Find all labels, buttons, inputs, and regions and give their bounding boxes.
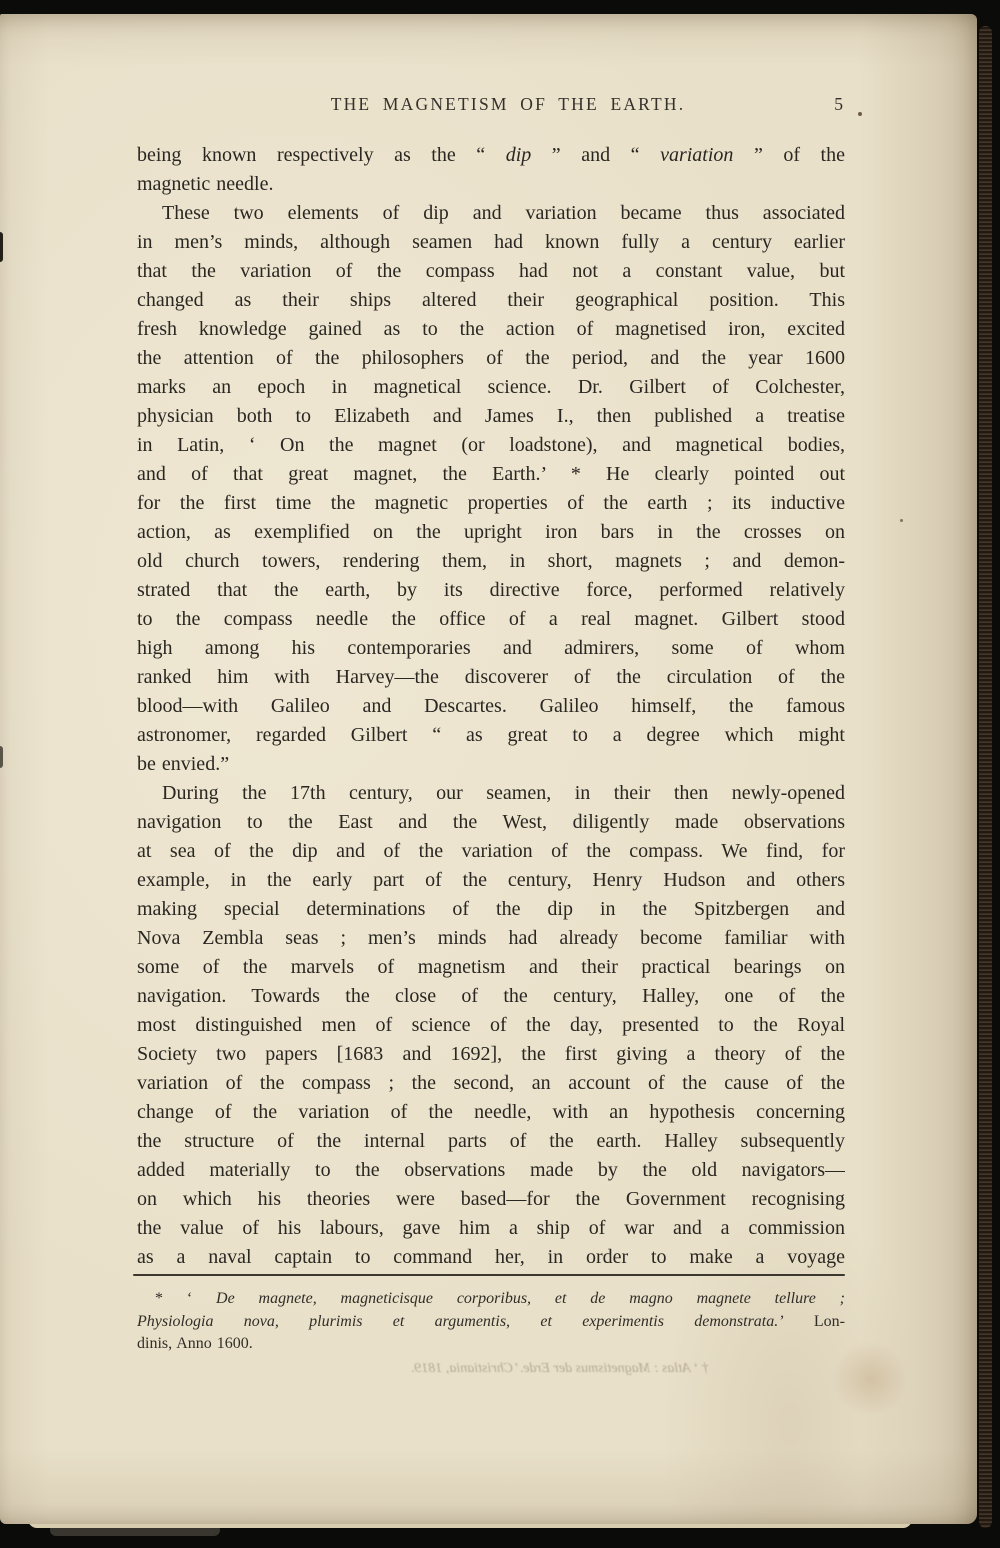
text-line: example, in the early part of the century, Henry Hudson and others bbox=[137, 869, 845, 891]
text-line: changed as their ships altered their geographical position. This bbox=[137, 289, 845, 311]
text-line: astronomer, regarded Gilbert “ as great to a degree which might bbox=[137, 724, 845, 746]
text-line: the structure of the internal parts of the earth. Halley subsequently bbox=[137, 1130, 845, 1152]
text-line: to the compass needle the office of a real magnet. Gilbert stood bbox=[137, 608, 845, 630]
text-line: making special determinations of the dip in the Spitzbergen and bbox=[137, 898, 845, 920]
book-fore-edge bbox=[979, 26, 992, 1528]
text-line: * ‘ De magnete, magneticisque corporibus, et de magno magnete tellure ; bbox=[155, 1290, 845, 1307]
text-line: added materially to the observations made by the old navigators— bbox=[137, 1159, 845, 1181]
scan-artifact bbox=[900, 519, 903, 522]
text-line: and of that great magnet, the Earth.’ * He clearly pointed out bbox=[137, 463, 845, 485]
text-line: blood—with Galileo and Descartes. Galileo himself, the famous bbox=[137, 695, 845, 717]
text-line: These two elements of dip and variation became thus associated bbox=[162, 202, 845, 224]
text-line: old church towers, rendering them, in short, magnets ; and demon- bbox=[137, 550, 845, 572]
text-line: ranked him with Harvey—the discoverer of the circulation of the bbox=[137, 666, 845, 688]
text-line: Society two papers [1683 and 1692], the first giving a theory of the bbox=[137, 1043, 845, 1065]
scan-artifact bbox=[0, 232, 3, 262]
text-line: variation of the compass ; the second, an account of the cause of the bbox=[137, 1072, 845, 1094]
text-line: high among his contemporaries and admirers, some of whom bbox=[137, 637, 845, 659]
text-line: Nova Zembla seas ; men’s minds had already become familiar with bbox=[137, 927, 845, 949]
text-line: on which his theories were based—for the Government recognising bbox=[137, 1188, 845, 1210]
text-line: action, as exemplified on the upright iron bars in the crosses on bbox=[137, 521, 845, 543]
text-line: fresh knowledge gained as to the action of magnetised iron, excited bbox=[137, 318, 845, 340]
text-line: the attention of the philosophers of the period, and the year 1600 bbox=[137, 347, 845, 369]
text-line: as a naval captain to command her, in order to make a voyage bbox=[137, 1246, 845, 1268]
running-title: THE MAGNETISM OF THE EARTH. bbox=[330, 94, 686, 114]
text-line: the value of his labours, gave him a ship of war and a commission bbox=[137, 1217, 845, 1239]
text-line: dinis, Anno 1600. bbox=[137, 1335, 253, 1352]
text-line: in Latin, ‘ On the magnet (or loadstone), and magnetical bodies, bbox=[137, 434, 845, 456]
text-line: change of the variation of the needle, with an hypothesis concerning bbox=[137, 1101, 845, 1123]
text-line: Physiologia nova, plurimis et argumentis, et experimentis demonstrata.’ Lon- bbox=[137, 1312, 845, 1330]
text-line: in men’s minds, although seamen had known fully a century earlier bbox=[137, 231, 845, 253]
text-line: that the variation of the compass had not a constant value, but bbox=[137, 260, 845, 282]
text-line: being known respectively as the “ dip ” and “ variation ” of the bbox=[137, 144, 845, 166]
text-line: at sea of the dip and of the variation of the compass. We find, for bbox=[137, 840, 845, 862]
book-page bbox=[0, 14, 977, 1524]
text-line: navigation to the East and the West, diligently made observations bbox=[137, 811, 845, 833]
text-line: physician both to Elizabeth and James I., then published a treatise bbox=[137, 405, 845, 427]
page-number: 5 bbox=[834, 94, 843, 114]
show-through-text: † ‘ Atlas : Magnetismus der Erde.’ Christiania, 1819. bbox=[410, 1361, 710, 1376]
text-line: During the 17th century, our seamen, in their then newly-opened bbox=[162, 782, 845, 804]
text-line: navigation. Towards the close of the century, Halley, one of the bbox=[137, 985, 845, 1007]
footnote-rule bbox=[133, 1274, 845, 1276]
text-line: marks an epoch in magnetical science. Dr. Gilbert of Colchester, bbox=[137, 376, 845, 398]
running-header bbox=[137, 94, 845, 120]
scan-artifact bbox=[0, 746, 3, 768]
text-line: magnetic needle. bbox=[137, 173, 274, 195]
text-line: most distinguished men of science of the day, presented to the Royal bbox=[137, 1014, 845, 1036]
scan-artifact bbox=[858, 112, 862, 116]
text-line: for the first time the magnetic properties of the earth ; its inductive bbox=[137, 492, 845, 514]
text-line: be envied.” bbox=[137, 753, 230, 775]
footnote bbox=[137, 1288, 845, 1356]
text-line: strated that the earth, by its directive force, performed relatively bbox=[137, 579, 845, 601]
body-text bbox=[137, 141, 845, 1272]
text-line: some of the marvels of magnetism and their practical bearings on bbox=[137, 956, 845, 978]
